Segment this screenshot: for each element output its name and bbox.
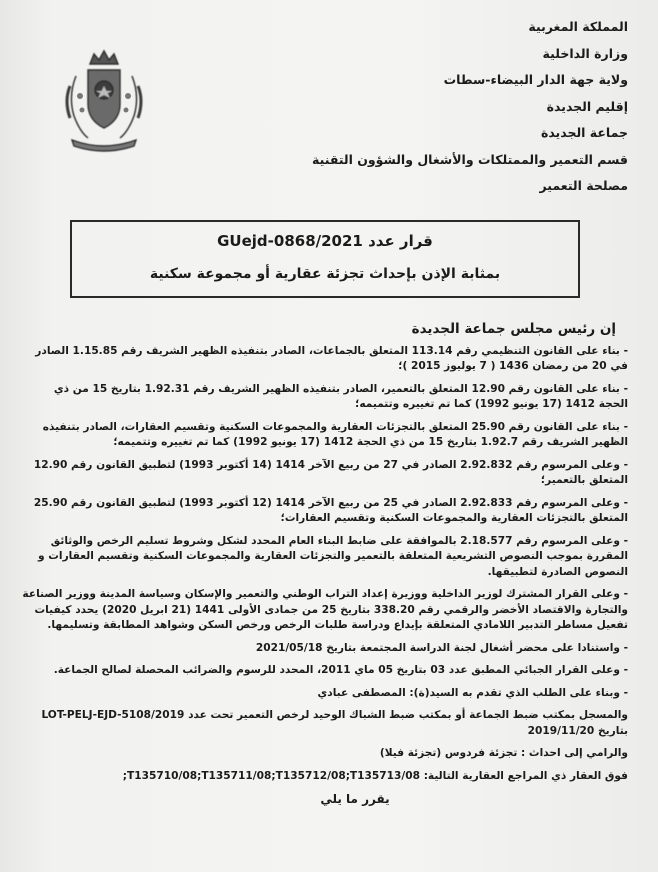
decision-body (22, 322, 628, 808)
decision-number: قرار عدد GUejd-0868/2021 (217, 232, 433, 250)
clause-decree-2-92-832: - وعلى المرسوم رقم 2.92.832 الصادر في 27 من ربيع الآخر 1414 (14 أكتوبر 1993) لتطبيق القانون رقم 12.90 المتعلق بالتعمير؛ (33, 458, 628, 486)
clause-project: والرامي إلى احداث : تجزئة فردوس (تجزئة فيلا) (379, 747, 628, 759)
moroccan-coat-of-arms-icon (58, 46, 150, 154)
decision-title-box (70, 220, 580, 298)
clause-joint-order: - وعلى القرار المشترك لوزير الداخلية ووزيرة إعداد التراب الوطني والتعمير والإسكان وسياسة المدينة ووزير الصناعة والتجارة والاقتصاد الأخضر والرقمي رقم 338.20 بتاريخ 25 من جمادى الأولى 1441 (21 ابريل 2020) يحدد كيفيات تفعيل مساطر التدبير اللامادي المتعلقة بإيداع ودراسة طلبات الرخص ورخص السكن وشواهد المطابقة وتسليمها. (22, 588, 628, 631)
administrative-header (298, 14, 628, 200)
president-heading: إن رئيس مجلس جماعة الجديدة (411, 321, 616, 337)
header-line-kingdom: المملكة المغربية (528, 19, 628, 34)
header-line-wilaya: ولاية جهة الدار البيضاء-سطات (443, 72, 628, 87)
header-line-province: إقليم الجديدة (546, 98, 628, 114)
clause-registration: والمسجل بمكتب ضبط الجماعة أو بمكتب ضبط الشباك الوحيد لرخص التعمير تحت عدد LOT-PELJ-EJD-5108/2019 بتاريخ 2019/11/20 (41, 709, 628, 737)
header-line-commune: جماعة الجديدة (540, 125, 628, 140)
clause-land-references: فوق العقار ذي المراجع العقارية التالية: T135710/08;T135711/08;T135712/08;T135713/08; (122, 769, 628, 782)
clause-urbanism-law: - بناء على القانون رقم 12.90 المتعلق بالتعمير، الصادر بتنفيذه الظهير الشريف رقم 1.92.31 بتاريخ 15 من ذي الحجة 1412 (17 يونيو 1992) كما تم تغييره وتتميمه؛ (53, 382, 628, 410)
clause-applicant: - وبناء على الطلب الذي تقدم به السيد(ة): المصطفى عبادي (317, 686, 628, 699)
decision-subject: بمثابة الإذن بإحداث تجزئة عقارية أو مجموعة سكنية (149, 266, 501, 282)
decides-heading: يقرر ما يلي (320, 792, 390, 806)
header-line-ministry: وزارة الداخلية (542, 45, 628, 61)
header-line-service: مصلحة التعمير (539, 178, 628, 193)
clause-tax-decision: - وعلى القرار الجبائي المطبق عدد 03 بتاريخ 05 ماي 2011، المحدد للرسوم والضرائب المحصلة لصالح الجماعة. (53, 664, 628, 676)
clause-decree-2-18-577: - وعلى المرسوم رقم 2.18.577 بالموافقة على ضابط البناء العام المحدد لشكل وشروط تسليم الرخص والوثائق المقررة بموجب النصوص التشريعية المتعلقة بالتعمير والتجزئات العقارية والمجموعات السكنية وتقسيم العقارات و النصوص الصادرة لتطبيقها. (38, 534, 628, 578)
clause-study-committee: - واستنادا على محضر أشغال لجنة الدراسة المجتمعة بتاريخ 2021/05/18 (255, 641, 628, 654)
clause-organic-law: - بناء على القانون التنظيمي رقم 113.14 المتعلق بالجماعات، الصادر بتنفيذه الظهير الشريف رقم 1.15.85 الصادر في 20 من رمضان 1436 ( 7 يوليوز 2015 )؛ (35, 344, 628, 372)
clause-decree-2-92-833: - وعلى المرسوم رقم 2.92.833 الصادر في 25 من ربيع الآخر 1414 (12 أكتوبر 1993) لتطبيق القانون رقم 25.90 المتعلق بالتجزئات العقارية والمجموعات السكنية وتقسيم العقارات؛ (33, 496, 628, 524)
clause-subdivision-law: - بناء على القانون رقم 25.90 المتعلق بالتجزئات العقارية والمجموعات السكنية وتقسيم العقارات، الصادر بتنفيذه الظهير الشريف رقم 1.92.7 بتاريخ 15 من ذي الحجة 1412 (17 يونيو 1992) كما تم تغييره وتتميمه؛ (42, 420, 628, 448)
header-line-division: قسم التعمير والممتلكات والأشغال والشؤون التقنية (312, 151, 628, 167)
